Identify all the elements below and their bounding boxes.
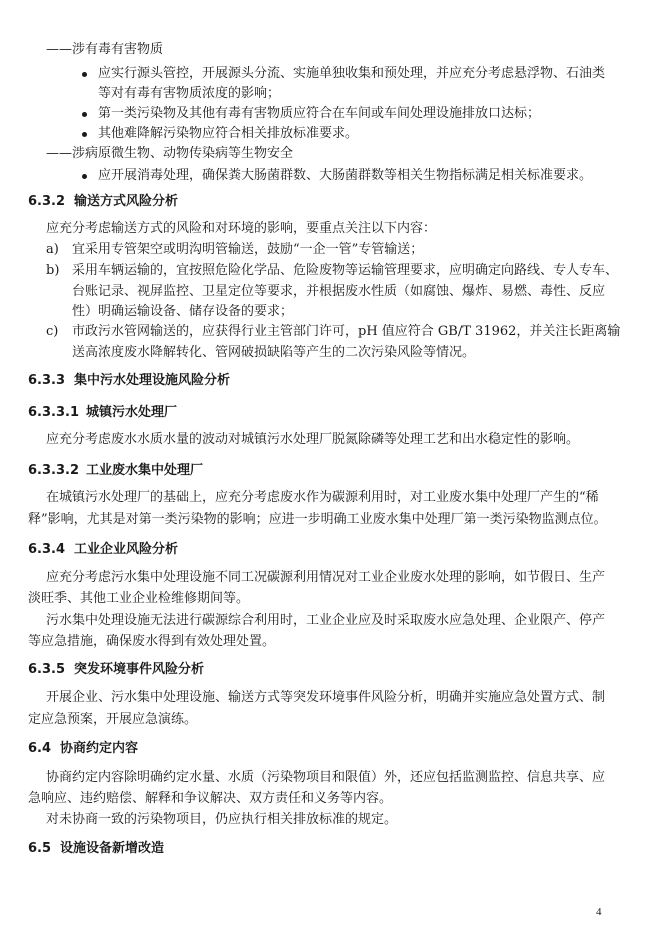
section-6-4-p1-line-2: 急响应、违约赔偿、解释和争议解决、双方责任和义务等内容。 — [28, 791, 393, 806]
pathogen-bullet-1: 应开展消毒处理，确保粪大肠菌群数、大肠菌群数等相关生物指标满足相关标准要求。 — [98, 168, 593, 183]
section-6-4-p2: 对未协商一致的污染物项目，仍应执行相关排放标准的规定。 — [46, 812, 398, 827]
section-6-3-3-2-title: 工业废水集中处理厂 — [86, 463, 204, 478]
toxic-subsection-title: ——涉有毒有害物质 — [46, 42, 164, 57]
list-item-c-line-2: 送高浓度废水降解转化、管网破损缺陷等产生的二次污染风险等情况。 — [72, 345, 476, 360]
section-6-3-3-number: 6.3.3 — [28, 373, 66, 388]
section-6-5-number: 6.5 — [28, 841, 52, 856]
list-item-b-line-3: 性）明确运输设备、储存设备的要求； — [72, 304, 294, 319]
section-6-3-5-line-2: 定应急预案，开展应急演练。 — [28, 712, 198, 727]
section-6-3-5-number: 6.3.5 — [28, 662, 66, 677]
list-item-a-line-1: 宜采用专管架空或明沟明管输送，鼓励“一企一管”专管输送； — [72, 242, 424, 257]
list-item-b-line-2: 台账记录、视屏监控、卫星定位等要求，并根据废水性质（如腐蚀、爆炸、易燃、毒性、反应 — [72, 284, 606, 299]
section-6-3-4-p2-line-1: 污水集中处理设施无法进行碳源综合利用时，工业企业应及时采取废水应急处理、企业限产、停产 — [46, 613, 606, 628]
list-marker-c: c) — [46, 324, 59, 339]
section-6-3-3-1-title: 城镇污水处理厂 — [86, 405, 178, 420]
toxic-bullet-2: 第一类污染物及其他有毒有害物质应符合在车间或车间处理设施排放口达标； — [98, 106, 541, 121]
section-6-3-4-p2-line-2: 等应急措施，确保废水得到有效处理处置。 — [28, 634, 276, 649]
section-6-3-5-line-1: 开展企业、污水集中处理设施、输送方式等突发环境事件风险分析，明确并实施应急处置方式、制 — [46, 690, 606, 705]
section-6-3-4-p1-line-1: 应充分考虑污水集中处理设施不同工况碳源利用情况对工业企业废水处理的影响，如节假日、生产 — [46, 570, 606, 585]
section-6-3-3-title: 集中污水处理设施风险分析 — [74, 373, 231, 388]
section-6-3-3-1-number: 6.3.3.1 — [28, 405, 79, 420]
list-item-b-line-1: 采用车辆运输的，宜按照危险化学品、危险废物等运输管理要求，应明确定向路线、专人专车、 — [72, 263, 619, 278]
bullet-icon — [82, 174, 87, 179]
list-item-c-line-1: 市政污水管网输送的，应获得行业主管部门许可，pH 值应符合 GB/T 31962，并关注长距离输 — [72, 324, 621, 339]
bullet-icon — [82, 132, 87, 137]
section-6-3-4-title: 工业企业风险分析 — [74, 542, 179, 557]
list-marker-a: a) — [46, 242, 59, 257]
page-number: 4 — [596, 906, 602, 918]
pathogen-subsection-title: ——涉病原微生物、动物传染病等生物安全 — [46, 146, 294, 161]
toxic-bullet-3: 其他难降解污染物应符合相关排放标准要求。 — [98, 126, 359, 141]
bullet-icon — [82, 112, 87, 117]
section-6-3-2-title: 输送方式风险分析 — [74, 194, 179, 209]
list-marker-b: b) — [46, 263, 60, 278]
section-6-4-number: 6.4 — [28, 741, 52, 756]
section-6-3-5-title: 突发环境事件风险分析 — [74, 662, 205, 677]
bullet-icon — [82, 72, 87, 77]
section-6-3-4-number: 6.3.4 — [28, 542, 66, 557]
section-6-3-2-number: 6.3.2 — [28, 194, 66, 209]
section-6-3-2-intro: 应充分考虑输送方式的风险和对环境的影响，要重点关注以下内容： — [46, 221, 437, 236]
section-6-4-p1-line-1: 协商约定内容除明确约定水量、水质（污染物项目和限值）外，还应包括监测监控、信息共享、应 — [46, 770, 606, 785]
section-6-3-3-2-line-1: 在城镇污水处理厂的基础上，应充分考虑废水作为碳源利用时，对工业废水集中处理厂产生的“稀 — [46, 490, 599, 505]
section-6-3-3-2-line-2: 释”影响，尤其是对第一类污染物的影响；应进一步明确工业废水集中处理厂第一类污染物监测点位。 — [28, 512, 607, 527]
section-6-5-title: 设施设备新增改造 — [60, 841, 165, 856]
section-6-3-3-1-text: 应充分考虑废水水质水量的波动对城镇污水处理厂脱氮除磷等处理工艺和出水稳定性的影响。 — [46, 432, 580, 447]
section-6-3-4-p1-line-2: 淡旺季、其他工业企业检维修期间等。 — [28, 591, 250, 606]
section-6-3-3-2-number: 6.3.3.2 — [28, 463, 79, 478]
toxic-bullet-1-line-1: 应实行源头管控，开展源头分流、实施单独收集和预处理，并应充分考虑悬浮物、石油类 — [98, 66, 606, 81]
toxic-bullet-1-line-2: 等对有毒有害物质浓度的影响； — [98, 86, 281, 101]
section-6-4-title: 协商约定内容 — [60, 741, 139, 756]
